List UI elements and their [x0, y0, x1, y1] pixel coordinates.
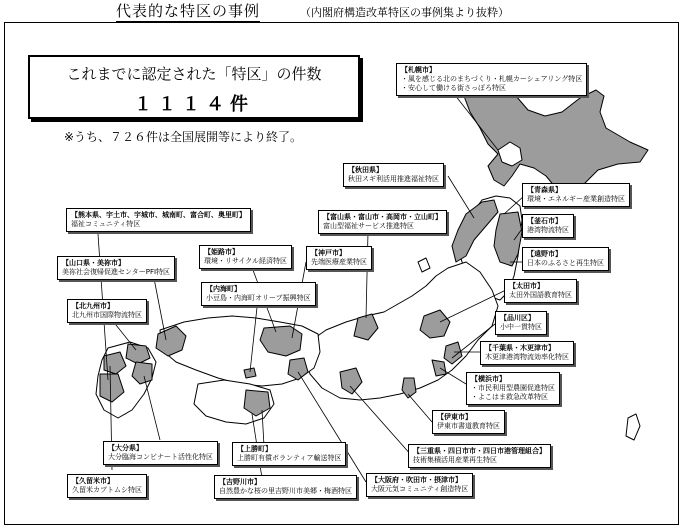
- example-region: 【秋田県】: [348, 166, 383, 174]
- leader-line: [144, 376, 160, 440]
- termination-note: ※うち、７２６件は全国展開等により終了。: [64, 130, 303, 144]
- example-box-tono: [522, 247, 609, 271]
- example-zone: 上勝町有償ボランティア輸送特区: [237, 454, 342, 462]
- example-region: 【釜石市】: [527, 217, 562, 225]
- example-zone: ・風を感じる北のまちづくり・札幌カーシェアリング特区: [401, 75, 583, 83]
- certified-count-label: これまでに認定された「特区」の件数: [66, 65, 322, 83]
- example-region: 【伊東市】: [437, 413, 472, 421]
- example-region: 【吉野川市】: [219, 478, 261, 486]
- example-zone: 小中一貫特区: [500, 323, 542, 331]
- example-region: 【大阪府・吹田市・摂津市】: [371, 476, 462, 484]
- example-box-sapporo: [396, 63, 587, 96]
- example-box-mie-yokkaichi: [408, 444, 551, 468]
- example-box-kumamoto: [66, 208, 251, 232]
- example-box-kurume: [67, 474, 147, 498]
- example-zone: 大分臨海コンビナート活性化特区: [108, 453, 213, 461]
- example-box-ito: [432, 410, 505, 434]
- example-box-osaka: [366, 473, 473, 497]
- example-zone: 木更津港湾物流効率化特区: [485, 353, 569, 361]
- example-zone: 技術集積活用産業再生特区: [413, 456, 497, 464]
- example-zone: ・よこはま救急改革特区: [471, 393, 548, 401]
- example-zone: ・安心して働ける街さっぽろ特区: [401, 84, 506, 92]
- example-zone: ・市民利用型農園促進特区: [471, 384, 555, 392]
- example-box-himeji: [199, 245, 292, 269]
- example-box-aomori: [522, 183, 630, 207]
- example-zone: 環境・エネルギー産業創造特区: [527, 195, 625, 203]
- example-zone: 伊東市書道教育特区: [437, 422, 500, 430]
- example-region: 【大分県】: [108, 444, 143, 452]
- example-zone: 福祉コミュニティ特区: [71, 220, 141, 228]
- example-box-shinagawa: [495, 311, 547, 335]
- example-box-toyama: [318, 210, 447, 234]
- example-region: 【北九州市】: [72, 302, 114, 310]
- example-box-ota: [504, 279, 577, 303]
- leader-line: [366, 232, 368, 318]
- example-zone: 富山型福祉サービス推進特区: [323, 222, 414, 230]
- leader-line: [448, 176, 474, 218]
- certified-count-value: １１１４件: [134, 94, 254, 115]
- example-region: 【上勝町】: [237, 445, 272, 453]
- example-region: 【久留米市】: [72, 477, 114, 485]
- sado-island: [418, 258, 430, 272]
- example-box-akita: [343, 163, 444, 187]
- example-zone: 小豆島・内海町オリーブ振興特区: [206, 294, 311, 302]
- example-region: 【山口県・美祢市】: [62, 259, 125, 267]
- example-region: 【札幌市】: [401, 66, 436, 74]
- example-region: 【熊本県、宇土市、宇城市、城南町、富合町、奥里町】: [71, 211, 246, 219]
- example-zone: 環境・リサイクル経済特区: [204, 257, 288, 265]
- certified-count-box: [28, 55, 360, 119]
- example-region: 【千葉県・木更津市】: [485, 344, 555, 352]
- example-zone: 自然豊かな桜の里吉野川市美郷・梅酒特区: [219, 487, 352, 495]
- page-subtitle: （内閣府構造改革特区の事例集より抜粋）: [300, 6, 509, 19]
- example-zone: 港湾物流特区: [527, 226, 569, 234]
- example-box-kobe: [306, 246, 372, 270]
- example-zone: 日本のふるさと再生特区: [527, 259, 604, 267]
- example-zone: 秋田スギ利活用推進福祉特区: [348, 175, 439, 183]
- leader-line: [408, 394, 432, 422]
- example-region: 【青森県】: [527, 186, 562, 194]
- example-box-kamikatsu: [232, 442, 346, 466]
- example-box-chiba-kisarazu: [480, 341, 574, 365]
- example-zone: 久留米カブトムシ特区: [72, 486, 142, 494]
- example-region: 【神戸市】: [311, 249, 346, 257]
- example-zone: 先端医療産業特区: [311, 258, 367, 266]
- example-zone: 美祢社会復帰促進センターPFI特区: [62, 268, 171, 276]
- example-zone: 大阪元気コミュニティ創造特区: [371, 485, 469, 493]
- example-box-oita: [103, 441, 218, 465]
- example-region: 【内海町】: [206, 285, 241, 293]
- example-region: 【遠野市】: [527, 250, 562, 258]
- example-box-kamaishi: [522, 214, 574, 238]
- example-box-yoshinogawa: [214, 475, 357, 499]
- example-region: 【姫路市】: [204, 248, 239, 256]
- example-zone: 北九州市国際物流特区: [72, 311, 142, 319]
- example-region: 【品川区】: [500, 314, 535, 322]
- example-region: 【太田市】: [509, 282, 544, 290]
- page-title: 代表的な特区の事例: [116, 2, 261, 20]
- example-region: 【横浜市】: [471, 375, 506, 383]
- example-region: 【富山県・富山市・高岡市・立山町】: [323, 213, 442, 221]
- example-box-uchinomi: [201, 282, 316, 306]
- example-zone: 太田外国語教育特区: [509, 291, 572, 299]
- example-box-yamaguchi-mine: [57, 256, 175, 280]
- example-box-kitakyushu: [67, 299, 147, 323]
- example-box-yokohama: [466, 372, 560, 405]
- example-region: 【三重県・四日市市・四日市港管理組合】: [413, 447, 546, 455]
- izu-islands: [626, 414, 640, 440]
